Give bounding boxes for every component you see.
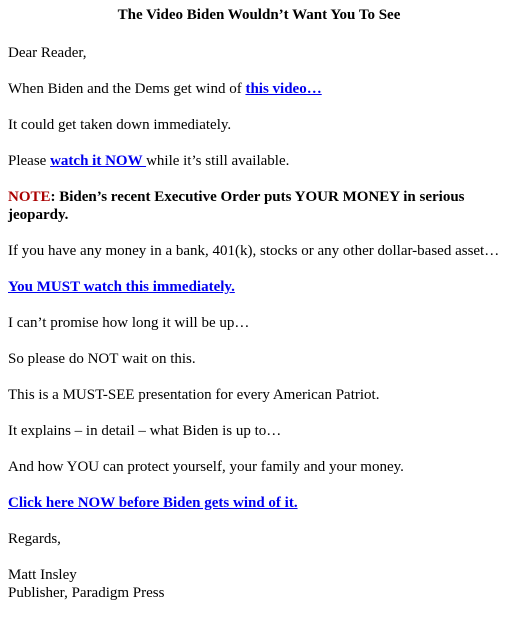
this-video-link[interactable]: this video… xyxy=(245,81,322,97)
closing: Regards, xyxy=(8,531,61,547)
paragraph-click-here xyxy=(8,494,510,512)
intro-text: When Biden and the Dems get wind of xyxy=(8,81,246,97)
watch-it-now-link[interactable]: watch it NOW xyxy=(50,153,147,169)
paragraph-must-see: This is a MUST-SEE presentation for every American Patriot. xyxy=(8,387,380,403)
greeting: Dear Reader, xyxy=(8,45,87,61)
paragraph-video-intro xyxy=(8,80,510,98)
paragraph-watch-now xyxy=(8,152,510,170)
signature-name: Matt Insley xyxy=(8,567,77,583)
note-text: : Biden’s recent Executive Order puts YOUR MONEY in serious jeopardy. xyxy=(8,189,465,223)
note-label: NOTE xyxy=(8,189,51,205)
please-text: Please xyxy=(8,153,51,169)
page-title: The Video Biden Wouldn’t Want You To See xyxy=(117,7,401,23)
paragraph-taken-down: It could get taken down immediately. xyxy=(8,117,232,133)
signature-title: Publisher, Paradigm Press xyxy=(8,585,165,601)
must-watch-link[interactable]: You MUST watch this immediately. xyxy=(8,279,235,295)
still-available-text: while it’s still available. xyxy=(146,153,290,169)
paragraph-must-watch xyxy=(8,278,510,296)
paragraph-do-not-wait: So please do NOT wait on this. xyxy=(8,351,196,367)
paragraph-explains: It explains – in detail – what Biden is up to… xyxy=(8,423,282,439)
paragraph-how-long: I can’t promise how long it will be up… xyxy=(8,315,250,331)
paragraph-protect: And how YOU can protect yourself, your family and your money. xyxy=(8,459,404,475)
email-body xyxy=(0,5,518,602)
click-here-now-link[interactable]: Click here NOW before Biden gets wind of it. xyxy=(8,495,298,511)
note-paragraph xyxy=(8,188,510,224)
paragraph-money: If you have any money in a bank, 401(k), stocks or any other dollar-based asset… xyxy=(8,243,500,259)
